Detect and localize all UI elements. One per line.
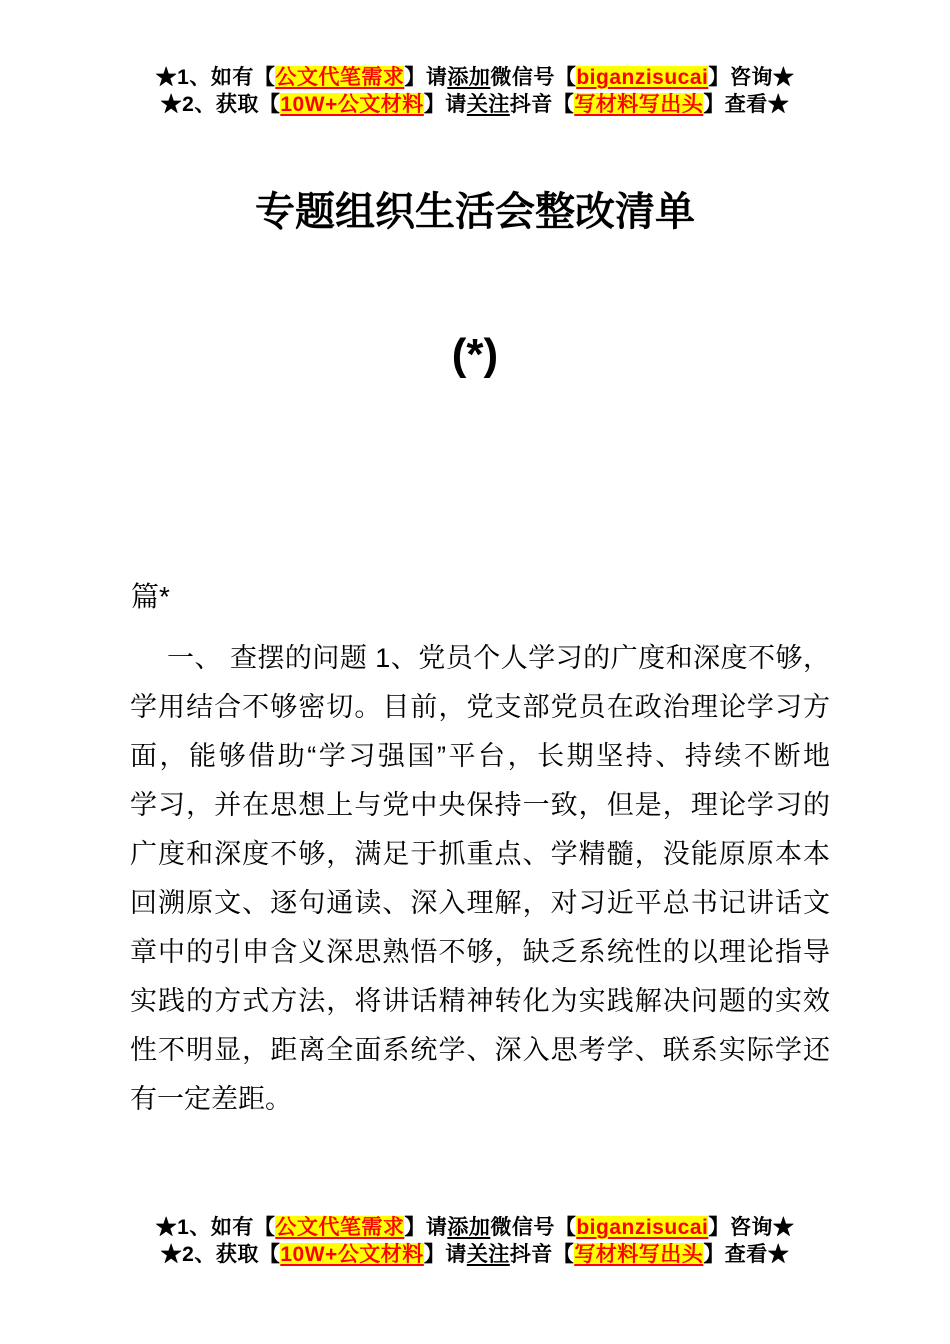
paragraph-line: 有一定差距。	[130, 1084, 292, 1114]
promo-text: 】请	[404, 1216, 448, 1239]
promo-text: 】咨询★	[708, 66, 795, 89]
promo-underline-follow: 关注	[466, 1243, 510, 1266]
promo-footer	[0, 1214, 950, 1268]
paragraph-line: 性不明显，距离全面系统学、深入思考学、联系实际学还	[130, 1035, 830, 1065]
author-placeholder: (*)	[451, 330, 499, 379]
promo-text: 】查看★	[703, 93, 790, 116]
promo-highlight-wechat-id: biganzisucai	[576, 1216, 709, 1239]
paragraph-line: 章中的引申含义深思熟悟不够，缺乏系统性的以理论指导	[130, 937, 830, 967]
paragraph-line: 一、 查摆的问题 1、党员个人学习的广度和深度不够，	[167, 643, 830, 673]
paragraph-line: 回溯原文、逐句通读、深入理解，对习近平总书记讲话文	[130, 888, 830, 918]
promo-highlight-materials: 10W+公文材料	[280, 93, 424, 116]
promo-underline-add: 添加	[447, 1216, 491, 1239]
section-label: 篇*	[131, 581, 170, 612]
promo-text: 】查看★	[703, 1243, 790, 1266]
promo-footer-line-1	[0, 1214, 950, 1241]
document-title: 专题组织生活会整改清单	[255, 190, 695, 234]
promo-text: ★2、获取【	[160, 93, 281, 116]
body-paragraph	[130, 634, 830, 1124]
promo-highlight-wechat-id: biganzisucai	[576, 66, 709, 89]
promo-underline-follow: 关注	[466, 93, 510, 116]
promo-text: 抖音【	[509, 1243, 575, 1266]
promo-text: 】请	[404, 66, 448, 89]
promo-highlight-douyin-id: 写材料写出头	[574, 1243, 704, 1266]
paragraph-line: 面，能够借助“学习强国”平台，长期坚持、持续不断地	[130, 741, 830, 771]
promo-text: 】咨询★	[708, 1216, 795, 1239]
paragraph-line: 学用结合不够密切。目前，党支部党员在政治理论学习方	[130, 692, 830, 722]
promo-highlight-service: 公文代笔需求	[275, 66, 405, 89]
promo-text: 】请	[423, 1243, 467, 1266]
promo-footer-line-2	[0, 1241, 950, 1268]
promo-highlight-materials: 10W+公文材料	[280, 1243, 424, 1266]
paragraph-line: 广度和深度不够，满足于抓重点、学精髓，没能原原本本	[130, 839, 830, 869]
paragraph-line: 学习，并在思想上与党中央保持一致，但是，理论学习的	[130, 790, 830, 820]
promo-text: ★1、如有【	[155, 66, 276, 89]
promo-text: 微信号【	[490, 1216, 577, 1239]
promo-header-line-2	[0, 91, 950, 118]
promo-highlight-service: 公文代笔需求	[275, 1216, 405, 1239]
promo-text: ★2、获取【	[160, 1243, 281, 1266]
paragraph-line: 实践的方式方法，将讲话精神转化为实践解决问题的实效	[130, 986, 830, 1016]
promo-header-line-1	[0, 64, 950, 91]
promo-header	[0, 64, 950, 118]
promo-text: 抖音【	[509, 93, 575, 116]
promo-text: 】请	[423, 93, 467, 116]
promo-text: ★1、如有【	[155, 1216, 276, 1239]
promo-underline-add: 添加	[447, 66, 491, 89]
promo-text: 微信号【	[490, 66, 577, 89]
promo-highlight-douyin-id: 写材料写出头	[574, 93, 704, 116]
